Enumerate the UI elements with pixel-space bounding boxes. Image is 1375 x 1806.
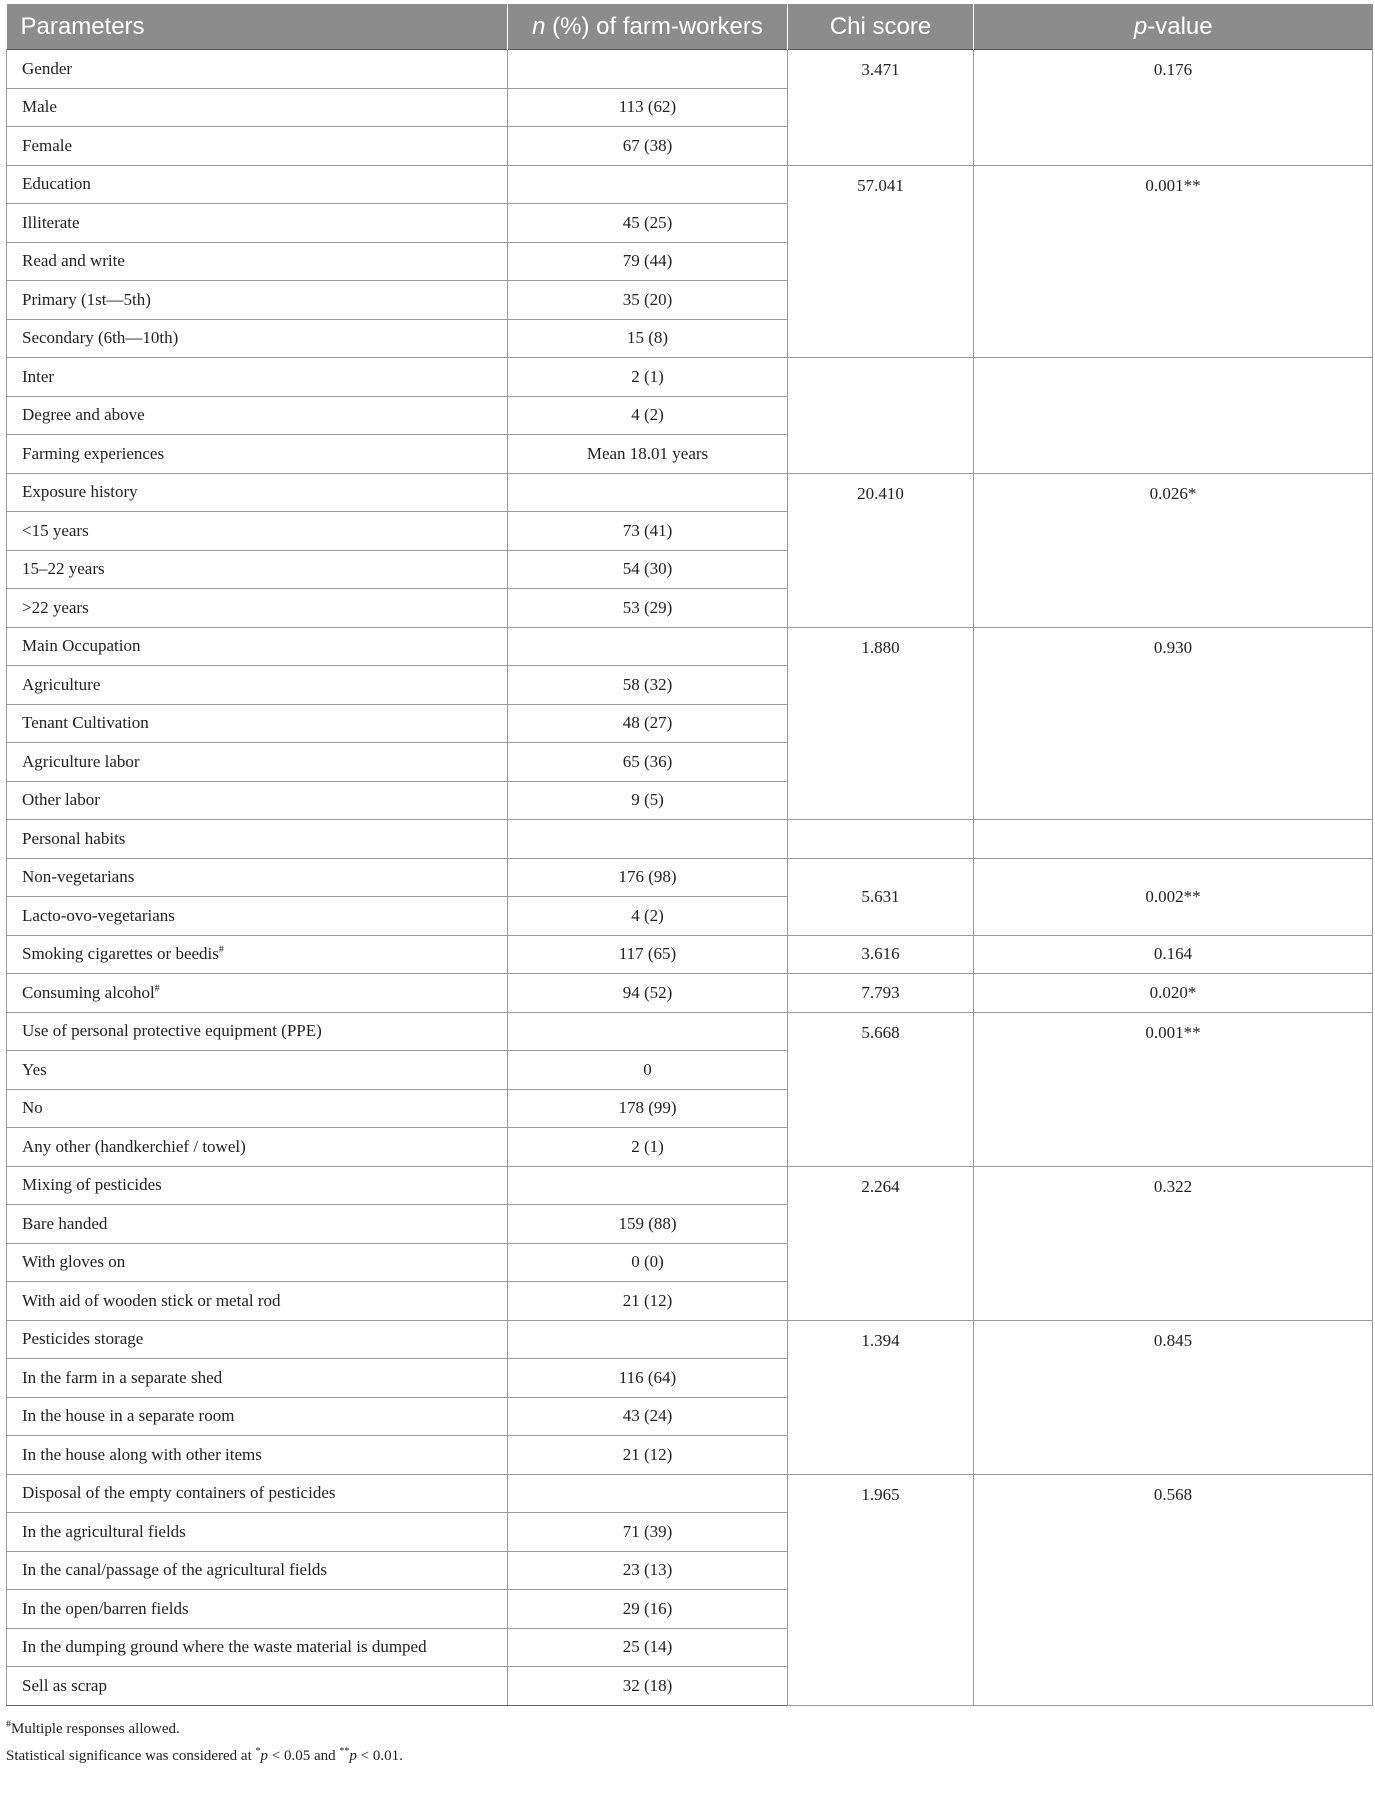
parameter-label: With gloves on bbox=[22, 1252, 126, 1272]
parameter-cell bbox=[7, 820, 508, 859]
chi-score-cell: 57.041 bbox=[788, 165, 974, 358]
count-cell: 67 (38) bbox=[508, 127, 788, 166]
parameter-label: Inter bbox=[22, 366, 55, 386]
table-row bbox=[7, 974, 1373, 1013]
header-row bbox=[7, 4, 1373, 50]
parameter-label: No bbox=[22, 1098, 43, 1118]
parameter-cell bbox=[7, 242, 508, 281]
p-value-cell bbox=[974, 358, 1373, 474]
chi-score-cell: 5.631 bbox=[788, 858, 974, 935]
parameter-label: Agriculture labor bbox=[22, 751, 140, 771]
table-row bbox=[7, 858, 1373, 897]
parameter-label: Gender bbox=[22, 58, 73, 78]
table-row bbox=[7, 50, 1373, 89]
parameter-label: Sell as scrap bbox=[22, 1675, 107, 1695]
parameter-cell bbox=[7, 204, 508, 243]
parameter-label: Illiterate bbox=[22, 212, 80, 232]
table-container bbox=[6, 4, 1372, 1770]
chi-score-cell: 7.793 bbox=[788, 974, 974, 1013]
parameter-cell bbox=[7, 1513, 508, 1552]
parameter-cell bbox=[7, 1320, 508, 1359]
header-n-rest: (%) of farm-workers bbox=[545, 12, 763, 40]
chi-score-cell: 1.965 bbox=[788, 1474, 974, 1705]
chi-score-cell: 20.410 bbox=[788, 473, 974, 627]
parameter-cell bbox=[7, 88, 508, 127]
count-cell: 25 (14) bbox=[508, 1628, 788, 1667]
table-body bbox=[7, 50, 1373, 1706]
parameter-cell bbox=[7, 165, 508, 204]
parameter-cell bbox=[7, 1128, 508, 1167]
count-cell bbox=[508, 1320, 788, 1359]
parameter-cell bbox=[7, 1089, 508, 1128]
count-cell: 21 (12) bbox=[508, 1436, 788, 1475]
footnote-significance bbox=[6, 1743, 1372, 1770]
parameter-cell bbox=[7, 1667, 508, 1706]
count-cell: 53 (29) bbox=[508, 589, 788, 628]
count-cell: 15 (8) bbox=[508, 319, 788, 358]
parameter-label: Tenant Cultivation bbox=[22, 713, 149, 733]
parameter-label: Disposal of the empty containers of pesticides bbox=[22, 1483, 336, 1503]
parameter-cell bbox=[7, 1166, 508, 1205]
parameter-cell bbox=[7, 1397, 508, 1436]
parameter-cell bbox=[7, 1051, 508, 1090]
parameter-label: Yes bbox=[22, 1059, 47, 1079]
parameter-label: Use of personal protective equipment (PPE) bbox=[22, 1021, 322, 1041]
header-parameters: Parameters bbox=[7, 4, 508, 50]
footnote-cond1: < 0.05 and bbox=[268, 1747, 340, 1764]
parameter-label: Bare handed bbox=[22, 1213, 108, 1233]
parameter-cell bbox=[7, 1551, 508, 1590]
p-value-cell: 0.322 bbox=[974, 1166, 1373, 1320]
count-cell: 35 (20) bbox=[508, 281, 788, 320]
chi-score-cell: 3.471 bbox=[788, 50, 974, 166]
parameter-cell bbox=[7, 1205, 508, 1244]
count-cell: 2 (1) bbox=[508, 358, 788, 397]
count-cell: 113 (62) bbox=[508, 88, 788, 127]
footnote-cond2: < 0.01. bbox=[356, 1747, 403, 1764]
parameter-label: In the dumping ground where the waste material is dumped bbox=[22, 1637, 427, 1657]
footnote-multiple-responses bbox=[6, 1716, 1372, 1743]
table-row bbox=[7, 473, 1373, 512]
parameter-cell bbox=[7, 281, 508, 320]
chi-score-cell bbox=[788, 820, 974, 859]
chi-score-cell: 1.394 bbox=[788, 1320, 974, 1474]
parameter-label: In the house in a separate room bbox=[22, 1406, 235, 1426]
chi-score-cell: 2.264 bbox=[788, 1166, 974, 1320]
parameter-cell bbox=[7, 1590, 508, 1629]
count-cell bbox=[508, 1166, 788, 1205]
p-value-cell: 0.176 bbox=[974, 50, 1373, 166]
parameter-label: Consuming alcohol bbox=[22, 982, 155, 1002]
count-cell: 4 (2) bbox=[508, 396, 788, 435]
count-cell bbox=[508, 820, 788, 859]
chi-score-cell: 5.668 bbox=[788, 1012, 974, 1166]
count-cell bbox=[508, 627, 788, 666]
footnote-marker: # bbox=[154, 983, 160, 995]
count-cell: 176 (98) bbox=[508, 858, 788, 897]
count-cell: 65 (36) bbox=[508, 743, 788, 782]
header-p-value bbox=[974, 4, 1373, 50]
table-row bbox=[7, 1012, 1373, 1051]
parameter-label: With aid of wooden stick or metal rod bbox=[22, 1290, 281, 1310]
p-value-cell: 0.026* bbox=[974, 473, 1373, 627]
count-cell: 117 (65) bbox=[508, 935, 788, 974]
count-cell bbox=[508, 1474, 788, 1513]
p-value-cell: 0.845 bbox=[974, 1320, 1373, 1474]
p-value-cell: 0.002** bbox=[974, 858, 1373, 935]
parameter-cell bbox=[7, 1243, 508, 1282]
footnote-p1: p bbox=[260, 1747, 268, 1764]
parameter-label: Any other (handkerchief / towel) bbox=[22, 1136, 246, 1156]
p-value-cell: 0.020* bbox=[974, 974, 1373, 1013]
header-n: n bbox=[532, 12, 546, 40]
table-row bbox=[7, 1474, 1373, 1513]
parameter-cell bbox=[7, 858, 508, 897]
count-cell: 9 (5) bbox=[508, 781, 788, 820]
parameter-cell bbox=[7, 935, 508, 974]
parameter-label: Male bbox=[22, 97, 57, 117]
count-cell: 178 (99) bbox=[508, 1089, 788, 1128]
count-cell: 58 (32) bbox=[508, 666, 788, 705]
count-cell bbox=[508, 165, 788, 204]
header-chi-score: Chi score bbox=[788, 4, 974, 50]
count-cell: 48 (27) bbox=[508, 704, 788, 743]
p-value-cell: 0.001** bbox=[974, 1012, 1373, 1166]
count-cell: 71 (39) bbox=[508, 1513, 788, 1552]
chi-score-cell bbox=[788, 358, 974, 474]
table-row bbox=[7, 935, 1373, 974]
farm-worker-parameters-table bbox=[6, 4, 1373, 1706]
count-cell: 21 (12) bbox=[508, 1282, 788, 1321]
parameter-cell bbox=[7, 1012, 508, 1051]
footnote-hash-text: Multiple responses allowed. bbox=[11, 1720, 180, 1737]
table-row bbox=[7, 627, 1373, 666]
parameter-cell bbox=[7, 550, 508, 589]
count-cell: 2 (1) bbox=[508, 1128, 788, 1167]
parameter-cell bbox=[7, 319, 508, 358]
table-row bbox=[7, 820, 1373, 859]
parameter-label: In the open/barren fields bbox=[22, 1598, 189, 1618]
header-n-percent bbox=[508, 4, 788, 50]
parameter-cell bbox=[7, 974, 508, 1013]
parameter-label: Smoking cigarettes or beedis bbox=[22, 944, 219, 964]
table-row bbox=[7, 1166, 1373, 1205]
parameter-label: Main Occupation bbox=[22, 636, 141, 656]
p-value-cell: 0.001** bbox=[974, 165, 1373, 358]
parameter-cell bbox=[7, 1436, 508, 1475]
parameter-label: Other labor bbox=[22, 790, 100, 810]
footnote-hash-symbol: # bbox=[6, 1718, 11, 1730]
parameter-label: >22 years bbox=[22, 597, 89, 617]
footnote-star2: ** bbox=[339, 1745, 350, 1757]
table-row bbox=[7, 1320, 1373, 1359]
count-cell: 94 (52) bbox=[508, 974, 788, 1013]
parameter-label: Female bbox=[22, 135, 73, 155]
parameter-label: Primary (1st—5th) bbox=[22, 289, 151, 309]
count-cell bbox=[508, 473, 788, 512]
parameter-cell bbox=[7, 704, 508, 743]
parameter-label: Personal habits bbox=[22, 828, 126, 848]
count-cell: 45 (25) bbox=[508, 204, 788, 243]
parameter-cell bbox=[7, 1628, 508, 1667]
parameter-cell bbox=[7, 1282, 508, 1321]
parameter-cell bbox=[7, 781, 508, 820]
footnote-significance-prefix: Statistical significance was considered at bbox=[6, 1747, 256, 1764]
parameter-cell bbox=[7, 897, 508, 936]
parameter-label: In the canal/passage of the agricultural fields bbox=[22, 1560, 327, 1580]
table-row bbox=[7, 165, 1373, 204]
parameter-label: In the house along with other items bbox=[22, 1444, 262, 1464]
parameter-cell bbox=[7, 512, 508, 551]
footnote-p2: p bbox=[349, 1747, 357, 1764]
parameter-label: Non-vegetarians bbox=[22, 867, 135, 887]
parameter-label: Agriculture bbox=[22, 674, 101, 694]
p-value-cell: 0.930 bbox=[974, 627, 1373, 820]
count-cell: 0 (0) bbox=[508, 1243, 788, 1282]
header-p: p bbox=[1133, 12, 1148, 40]
count-cell: 54 (30) bbox=[508, 550, 788, 589]
parameter-cell bbox=[7, 396, 508, 435]
footnote-star1: * bbox=[255, 1745, 261, 1757]
p-value-cell: 0.568 bbox=[974, 1474, 1373, 1705]
parameter-label: 15–22 years bbox=[22, 559, 105, 579]
footnote-marker: # bbox=[218, 944, 224, 956]
parameter-label: <15 years bbox=[22, 520, 89, 540]
parameter-label: Farming experiences bbox=[22, 443, 165, 463]
parameter-label: Degree and above bbox=[22, 405, 145, 425]
count-cell: 43 (24) bbox=[508, 1397, 788, 1436]
parameter-cell bbox=[7, 127, 508, 166]
parameter-label: Read and write bbox=[22, 251, 125, 271]
count-cell bbox=[508, 1012, 788, 1051]
parameter-cell bbox=[7, 1359, 508, 1398]
count-cell: 32 (18) bbox=[508, 1667, 788, 1706]
parameter-cell bbox=[7, 358, 508, 397]
count-cell: 73 (41) bbox=[508, 512, 788, 551]
count-cell: 23 (13) bbox=[508, 1551, 788, 1590]
count-cell: 159 (88) bbox=[508, 1205, 788, 1244]
parameter-label: In the agricultural fields bbox=[22, 1521, 186, 1541]
parameter-label: In the farm in a separate shed bbox=[22, 1367, 223, 1387]
table-row bbox=[7, 358, 1373, 397]
parameter-cell bbox=[7, 627, 508, 666]
parameter-cell bbox=[7, 435, 508, 474]
parameter-label: Mixing of pesticides bbox=[22, 1175, 162, 1195]
p-value-cell: 0.164 bbox=[974, 935, 1373, 974]
count-cell bbox=[508, 50, 788, 89]
parameter-label: Secondary (6th—10th) bbox=[22, 328, 179, 348]
p-value-cell bbox=[974, 820, 1373, 859]
count-cell: Mean 18.01 years bbox=[508, 435, 788, 474]
parameter-label: Lacto-ovo-vegetarians bbox=[22, 905, 175, 925]
table-footnotes bbox=[6, 1716, 1372, 1770]
parameter-cell bbox=[7, 50, 508, 89]
parameter-cell bbox=[7, 1474, 508, 1513]
parameter-cell bbox=[7, 743, 508, 782]
chi-score-cell: 3.616 bbox=[788, 935, 974, 974]
chi-score-cell: 1.880 bbox=[788, 627, 974, 820]
count-cell: 0 bbox=[508, 1051, 788, 1090]
parameter-cell bbox=[7, 589, 508, 628]
parameter-cell bbox=[7, 666, 508, 705]
count-cell: 4 (2) bbox=[508, 897, 788, 936]
count-cell: 29 (16) bbox=[508, 1590, 788, 1629]
count-cell: 116 (64) bbox=[508, 1359, 788, 1398]
parameter-label: Pesticides storage bbox=[22, 1329, 144, 1349]
parameter-cell bbox=[7, 473, 508, 512]
parameter-label: Exposure history bbox=[22, 482, 138, 502]
count-cell: 79 (44) bbox=[508, 242, 788, 281]
header-p-rest: -value bbox=[1147, 12, 1213, 40]
parameter-label: Education bbox=[22, 174, 91, 194]
